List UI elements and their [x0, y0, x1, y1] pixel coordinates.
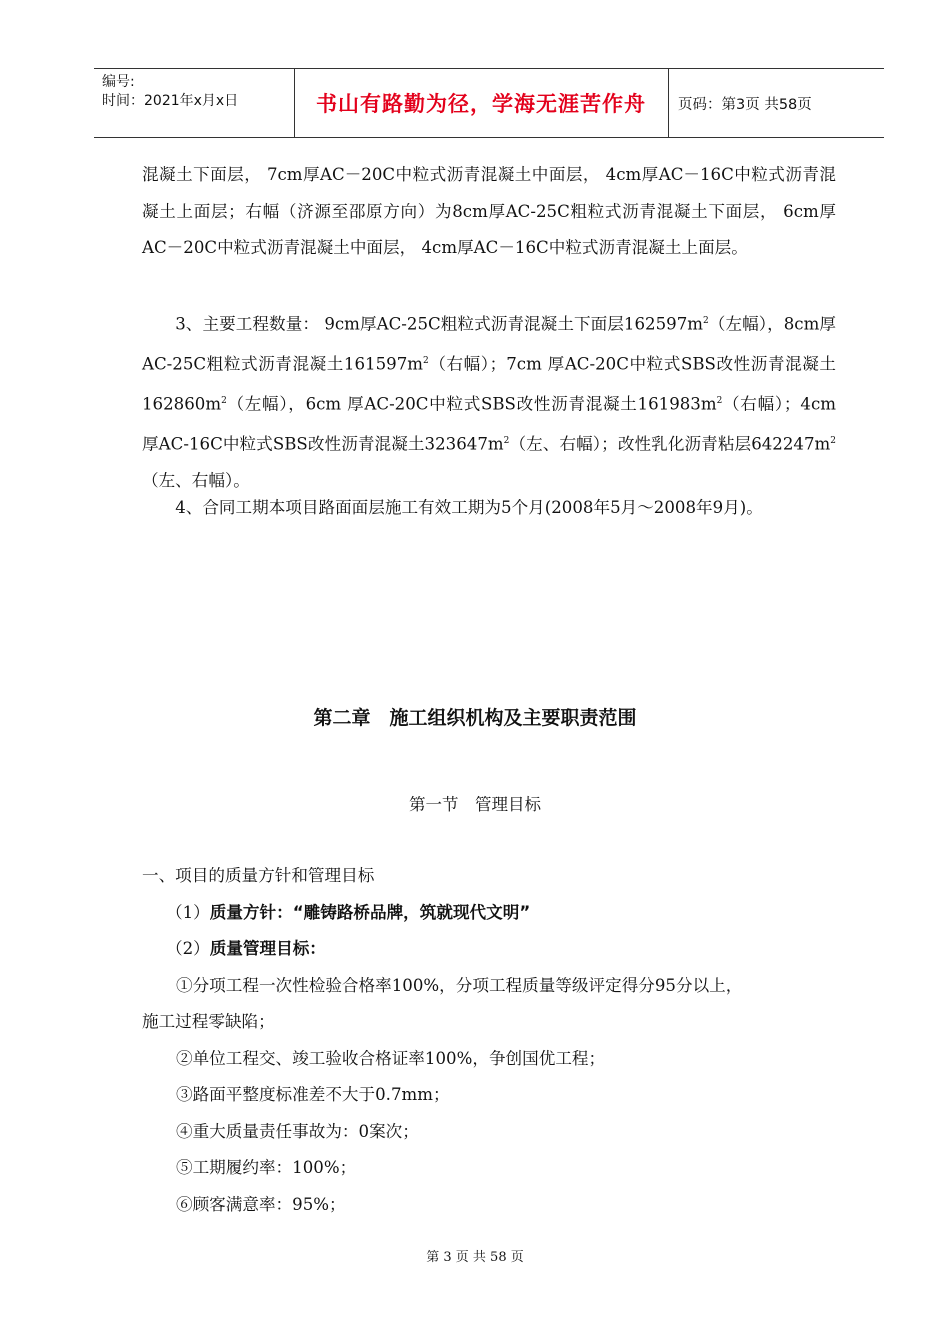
item-text: “雕铸路桥品牌，筑就现代文明”	[292, 902, 531, 922]
code-label: 编号:	[102, 74, 135, 90]
superscript: 2	[703, 316, 709, 326]
body-paragraph-2	[142, 303, 836, 500]
text-run: （左幅），6cm 厚AC-20C中粒式SBS改性沥青混凝土161983m	[226, 394, 717, 414]
list-item	[142, 931, 836, 968]
time-label: 时间：2021年x月x日	[102, 93, 239, 109]
item-label: 质量方针：	[209, 902, 293, 922]
superscript: 2	[503, 436, 510, 447]
list-item	[142, 895, 836, 932]
item-number: （1）	[166, 902, 210, 922]
text-run: （右幅）；7cm 厚AC-20C中粒式SBS改性沥青混凝土162860m	[142, 354, 836, 414]
header-meta	[102, 73, 238, 111]
text-run: （右幅）；4cm 厚AC-16C中粒式SBS改性沥青混凝土323647m	[142, 394, 836, 454]
chapter-title: 第二章 施工组织机构及主要职责范围	[313, 707, 637, 729]
page-footer: 第 3 页 共 58 页	[426, 1250, 524, 1265]
superscript: 2	[423, 356, 429, 367]
list-item: ⑤工期履约率：100%；	[176, 1158, 357, 1177]
list-item-continuation: 施工过程零缺陷；	[142, 1012, 275, 1031]
superscript: 2	[221, 396, 227, 407]
header-divider	[668, 69, 669, 137]
list-item: ①分项工程一次性检验合格率100%，分项工程质量等级评定得分95分以上，	[176, 975, 743, 995]
header-motto: 书山有路勤为径，学海无涯苦作舟	[316, 92, 646, 116]
list-item: ③路面平整度标准差不大于0.7mm；	[176, 1085, 450, 1104]
text-run: （左幅），8cm厚AC-25C粗粒式沥青混凝土161597m	[142, 314, 836, 374]
list-item: ⑥顾客满意率：95%；	[176, 1194, 346, 1214]
superscript: 2	[716, 396, 723, 407]
body-paragraph-1	[142, 157, 836, 267]
quality-goals-list	[142, 858, 836, 1223]
paragraph	[142, 303, 836, 500]
header-page-label: 页码：第3页 共58页	[678, 96, 812, 113]
list-heading: 一、项目的质量方针和管理目标	[142, 866, 375, 885]
text-run: （左、右幅）。	[142, 471, 250, 491]
item-number: （2）	[166, 939, 210, 958]
list-item: ④重大质量责任事故为：0案次；	[176, 1121, 419, 1141]
body-paragraph-3	[142, 490, 836, 527]
item-label: 质量管理目标：	[209, 939, 326, 958]
paragraph: 4、合同工期本项目路面面层施工有效工期为5个月(2008年5月～2008年9月)。	[175, 498, 763, 517]
text-run: 3、主要工程数量： 9cm厚AC-25C粗粒式沥青混凝土下面层162597m	[175, 314, 703, 334]
superscript: 2	[830, 436, 837, 447]
section-title: 第一节 管理目标	[409, 795, 541, 814]
list-item: ②单位工程交、竣工验收合格证率100%，争创国优工程；	[176, 1048, 606, 1068]
text-run: （左、右幅）；改性乳化沥青粘层642247m	[509, 434, 831, 454]
header-table	[94, 68, 884, 138]
paragraph: 混凝土下面层， 7cm厚AC－20C中粒式沥青混凝土中面层， 4cm厚AC－16C中粒式沥青混凝土上面层；右幅（济源至邵原方向）为8cm厚AC-25C粗粒式沥青混凝土下面层， 6cm厚AC－20C中粒式沥青混凝土中面层， 4cm厚AC－16C中粒式沥青混凝土上面层。	[142, 165, 836, 257]
